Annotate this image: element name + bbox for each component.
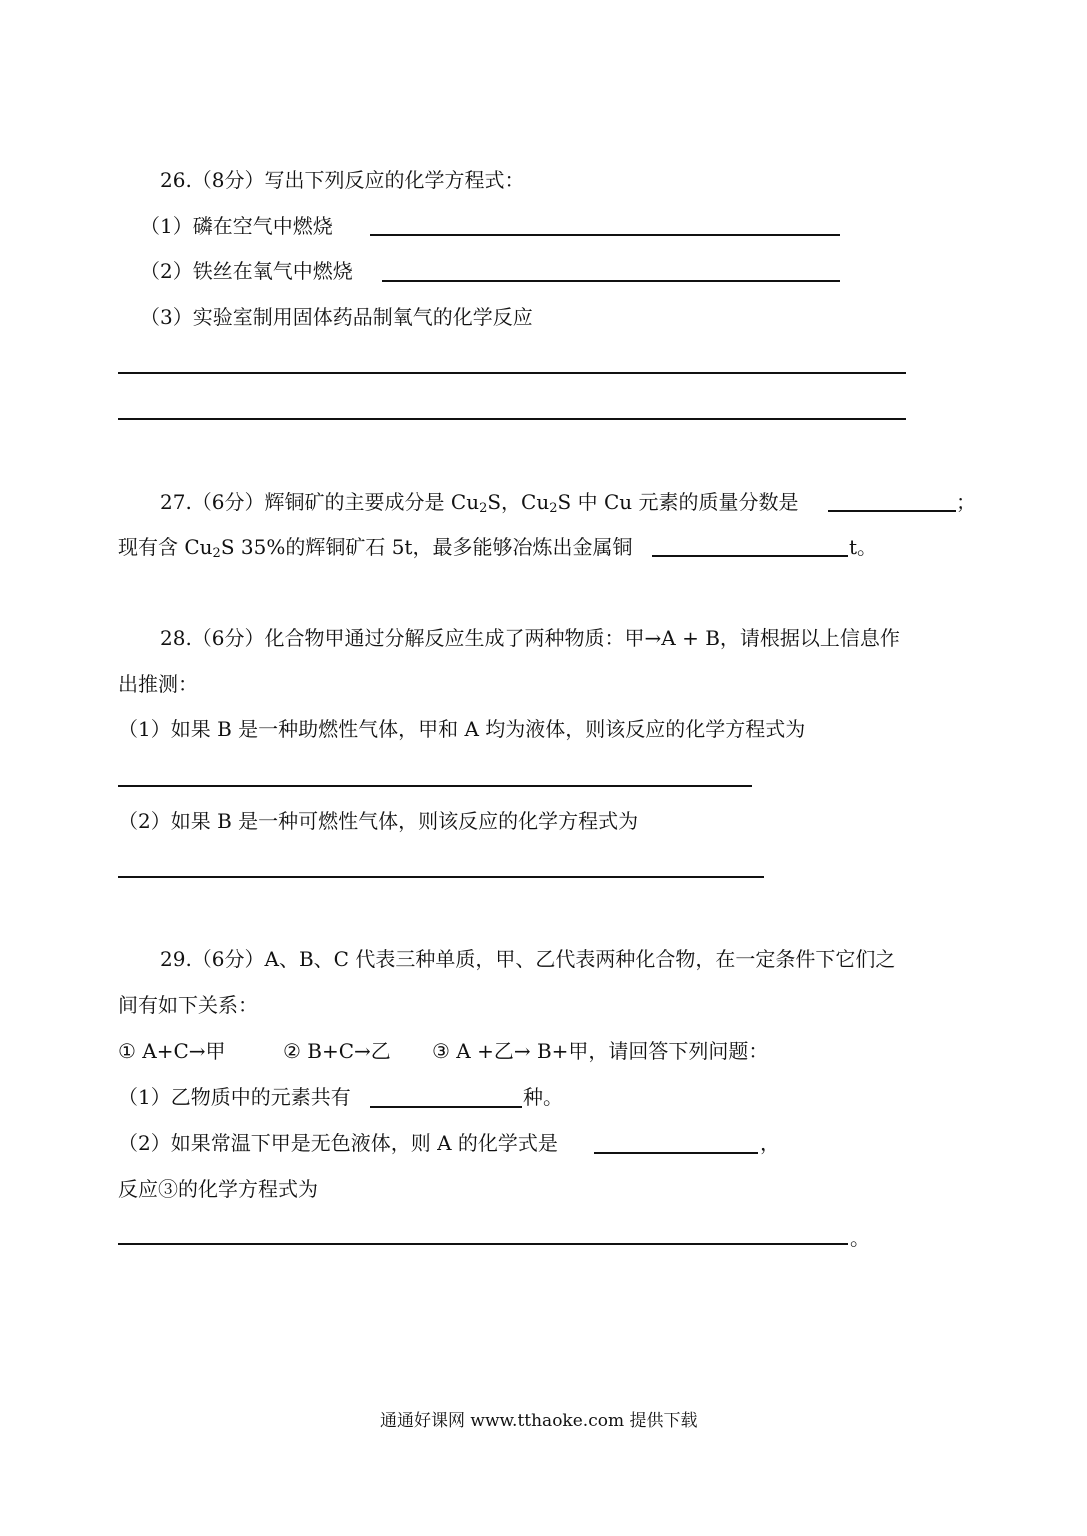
q26-part2-answer-line[interactable] — [382, 280, 840, 282]
q28-line1: 28.（6分）化合物甲通过分解反应生成了两种物质：甲→A + B，请根据以上信息作 — [160, 626, 900, 650]
q29-part2-answer-line[interactable] — [594, 1152, 758, 1154]
q26-part3-answer-line-1[interactable] — [118, 372, 906, 374]
q28-part2-answer-line[interactable] — [118, 876, 764, 878]
q28-part1-answer-line[interactable] — [118, 785, 752, 787]
q27-line1-b: S，Cu — [487, 490, 550, 514]
q29-part1-answer-line[interactable] — [370, 1106, 522, 1108]
q29-part3-answer-line[interactable] — [118, 1243, 848, 1245]
page-footer: 通通好课网 www.tthaoke.com 提供下载 — [380, 1411, 698, 1431]
q29-part2-end: ， — [760, 1131, 780, 1155]
q27-mass-fraction-answer-line[interactable] — [828, 510, 956, 512]
q27-line1-end: ； — [956, 490, 976, 514]
q26-part1: （1）磷在空气中燃烧 — [140, 214, 333, 238]
q27-sub-3: 2 — [212, 546, 221, 561]
q29-relation-2: ② B+C→乙 — [283, 1039, 391, 1063]
q29-line1: 29.（6分）A、B、C 代表三种单质，甲、乙代表两种化合物，在一定条件下它们之 — [160, 947, 896, 971]
q29-relation-3: ③ A +乙→ B+甲，请回答下列问题： — [432, 1039, 769, 1063]
q27-line2-end: t。 — [849, 535, 878, 559]
q29-part2: （2）如果常温下甲是无色液体，则 A 的化学式是 — [118, 1131, 558, 1155]
q26-header: 26.（8分）写出下列反应的化学方程式： — [160, 168, 525, 192]
q27-line1 — [160, 488, 799, 523]
q26-part3-answer-line-2[interactable] — [118, 418, 906, 420]
q28-part2: （2）如果 B 是一种可燃性气体，则该反应的化学方程式为 — [118, 809, 639, 833]
q27-line1-a: 27.（6分）辉铜矿的主要成分是 Cu — [160, 490, 480, 514]
q27-copper-mass-answer-line[interactable] — [652, 555, 848, 557]
q26-part1-answer-line[interactable] — [370, 234, 840, 236]
q27-line2-a: 现有含 Cu — [118, 535, 213, 559]
q28-part1: （1）如果 B 是一种助燃性气体，甲和 A 均为液体，则该反应的化学方程式为 — [118, 717, 806, 741]
q27-line2 — [118, 533, 632, 568]
q29-part1: （1）乙物质中的元素共有 — [118, 1085, 351, 1109]
q29-line2: 间有如下关系： — [118, 993, 258, 1017]
q29-relation-1: ① A+C→甲 — [118, 1039, 226, 1063]
q29-part1-end: 种。 — [523, 1085, 563, 1109]
q27-sub-2: 2 — [549, 501, 558, 516]
q27-line2-b: S 35%的辉铜矿石 5t，最多能够冶炼出金属铜 — [220, 535, 633, 559]
q29-part3-end: 。 — [850, 1226, 870, 1250]
q27-sub-1: 2 — [479, 501, 488, 516]
q26-part2: （2）铁丝在氧气中燃烧 — [140, 259, 353, 283]
q28-line2: 出推测： — [118, 672, 198, 696]
q27-line1-c: S 中 Cu 元素的质量分数是 — [557, 490, 799, 514]
q29-part3: 反应③的化学方程式为 — [118, 1177, 318, 1201]
q26-part3: （3）实验室制用固体药品制氧气的化学反应 — [140, 305, 533, 329]
